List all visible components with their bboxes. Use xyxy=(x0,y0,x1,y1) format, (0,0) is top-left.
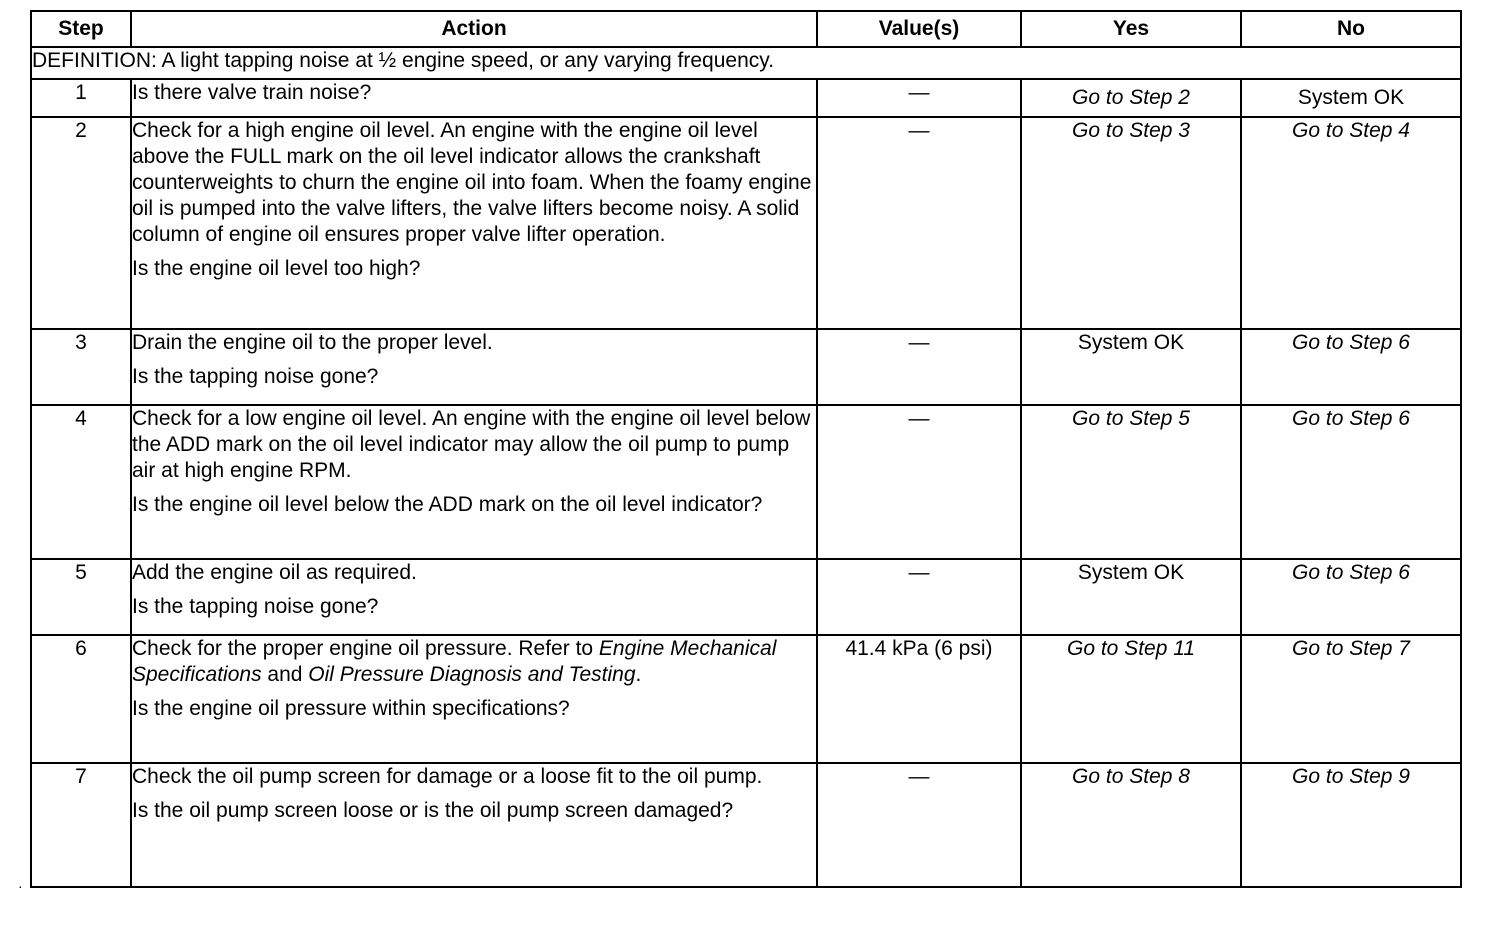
header-values: Value(s) xyxy=(817,11,1021,47)
action-text-post: . xyxy=(635,663,642,686)
action-cell xyxy=(131,329,817,405)
definition-row xyxy=(31,47,1461,79)
no-cell: System OK xyxy=(1241,79,1461,117)
yes-cell: System OK xyxy=(1021,329,1241,405)
action-question: Is the tapping noise gone? xyxy=(132,365,379,388)
step-number: 4 xyxy=(31,405,131,559)
action-question: Is the oil pump screen loose or is the oil pump screen damaged? xyxy=(132,799,734,822)
yes-cell: Go to Step 3 xyxy=(1021,117,1241,329)
action-text: Check for a high engine oil level. An engine with the engine oil level above the FULL mark on the oil level indicator allows the crankshaft counterweights to churn the engine oil into foam. When the foamy engine oil is pumped into the valve lifters, the valve lifters become noisy. A solid column of engine oil ensures proper valve lifter operation. xyxy=(132,119,812,246)
action-question: Is the tapping noise gone? xyxy=(132,595,379,618)
action-cell xyxy=(131,117,817,329)
action-text: Check for a low engine oil level. An engine with the engine oil level below the ADD mark on the oil level indicator may allow the oil pump to pump air at high engine RPM. xyxy=(132,407,811,482)
table-row xyxy=(31,329,1461,405)
action-text: Add the engine oil as required. xyxy=(132,561,417,584)
no-cell: Go to Step 4 xyxy=(1241,117,1461,329)
table-row xyxy=(31,117,1461,329)
step-number: 5 xyxy=(31,559,131,635)
table-row xyxy=(31,405,1461,559)
action-text-mid: and xyxy=(261,663,309,686)
no-cell: Go to Step 7 xyxy=(1241,635,1461,763)
step-number: 2 xyxy=(31,117,131,329)
no-cell: Go to Step 6 xyxy=(1241,329,1461,405)
yes-cell: Go to Step 11 xyxy=(1021,635,1241,763)
no-cell: Go to Step 6 xyxy=(1241,405,1461,559)
step-number: 6 xyxy=(31,635,131,763)
action-cell xyxy=(131,79,817,117)
header-action: Action xyxy=(131,11,817,47)
action-cell xyxy=(131,763,817,887)
value-cell: — xyxy=(817,405,1021,559)
value-cell: — xyxy=(817,559,1021,635)
value-cell: — xyxy=(817,117,1021,329)
table-row xyxy=(31,79,1461,117)
header-row xyxy=(31,11,1461,47)
header-step: Step xyxy=(31,11,131,47)
step-number: 1 xyxy=(31,79,131,117)
action-question: Is the engine oil pressure within specifications? xyxy=(132,697,570,720)
value-cell: — xyxy=(817,329,1021,405)
action-cell xyxy=(131,559,817,635)
action-text xyxy=(132,636,816,688)
action-question: Is the engine oil level below the ADD mark on the oil level indicator? xyxy=(132,493,763,516)
value-cell: — xyxy=(817,763,1021,887)
action-question: Is there valve train noise? xyxy=(132,81,372,104)
action-text: Drain the engine oil to the proper level. xyxy=(132,331,493,354)
action-text: Check the oil pump screen for damage or a loose fit to the oil pump. xyxy=(132,765,763,788)
action-cell xyxy=(131,635,817,763)
header-yes: Yes xyxy=(1021,11,1241,47)
reference-link-oil-pressure: Oil Pressure Diagnosis and Testing xyxy=(308,663,636,686)
table-row xyxy=(31,559,1461,635)
value-cell: 41.4 kPa (6 psi) xyxy=(817,635,1021,763)
value-cell: — xyxy=(817,79,1021,117)
step-number: 3 xyxy=(31,329,131,405)
action-question: Is the engine oil level too high? xyxy=(132,257,421,280)
scan-speck: · xyxy=(18,878,23,894)
action-text-pre: Check for the proper engine oil pressure. Refer to xyxy=(132,637,599,660)
yes-cell: System OK xyxy=(1021,559,1241,635)
no-cell: Go to Step 6 xyxy=(1241,559,1461,635)
definition-text: DEFINITION: A light tapping noise at ½ engine speed, or any varying frequency. xyxy=(31,47,1461,79)
reference-link-specifications: Engine Mechanical Specifications xyxy=(132,637,777,686)
yes-cell: Go to Step 2 xyxy=(1021,79,1241,117)
table-row xyxy=(31,635,1461,763)
table-row xyxy=(31,763,1461,887)
yes-cell: Go to Step 5 xyxy=(1021,405,1241,559)
yes-cell: Go to Step 8 xyxy=(1021,763,1241,887)
diagnostic-table xyxy=(30,10,1462,888)
header-no: No xyxy=(1241,11,1461,47)
no-cell: Go to Step 9 xyxy=(1241,763,1461,887)
step-number: 7 xyxy=(31,763,131,887)
action-cell xyxy=(131,405,817,559)
